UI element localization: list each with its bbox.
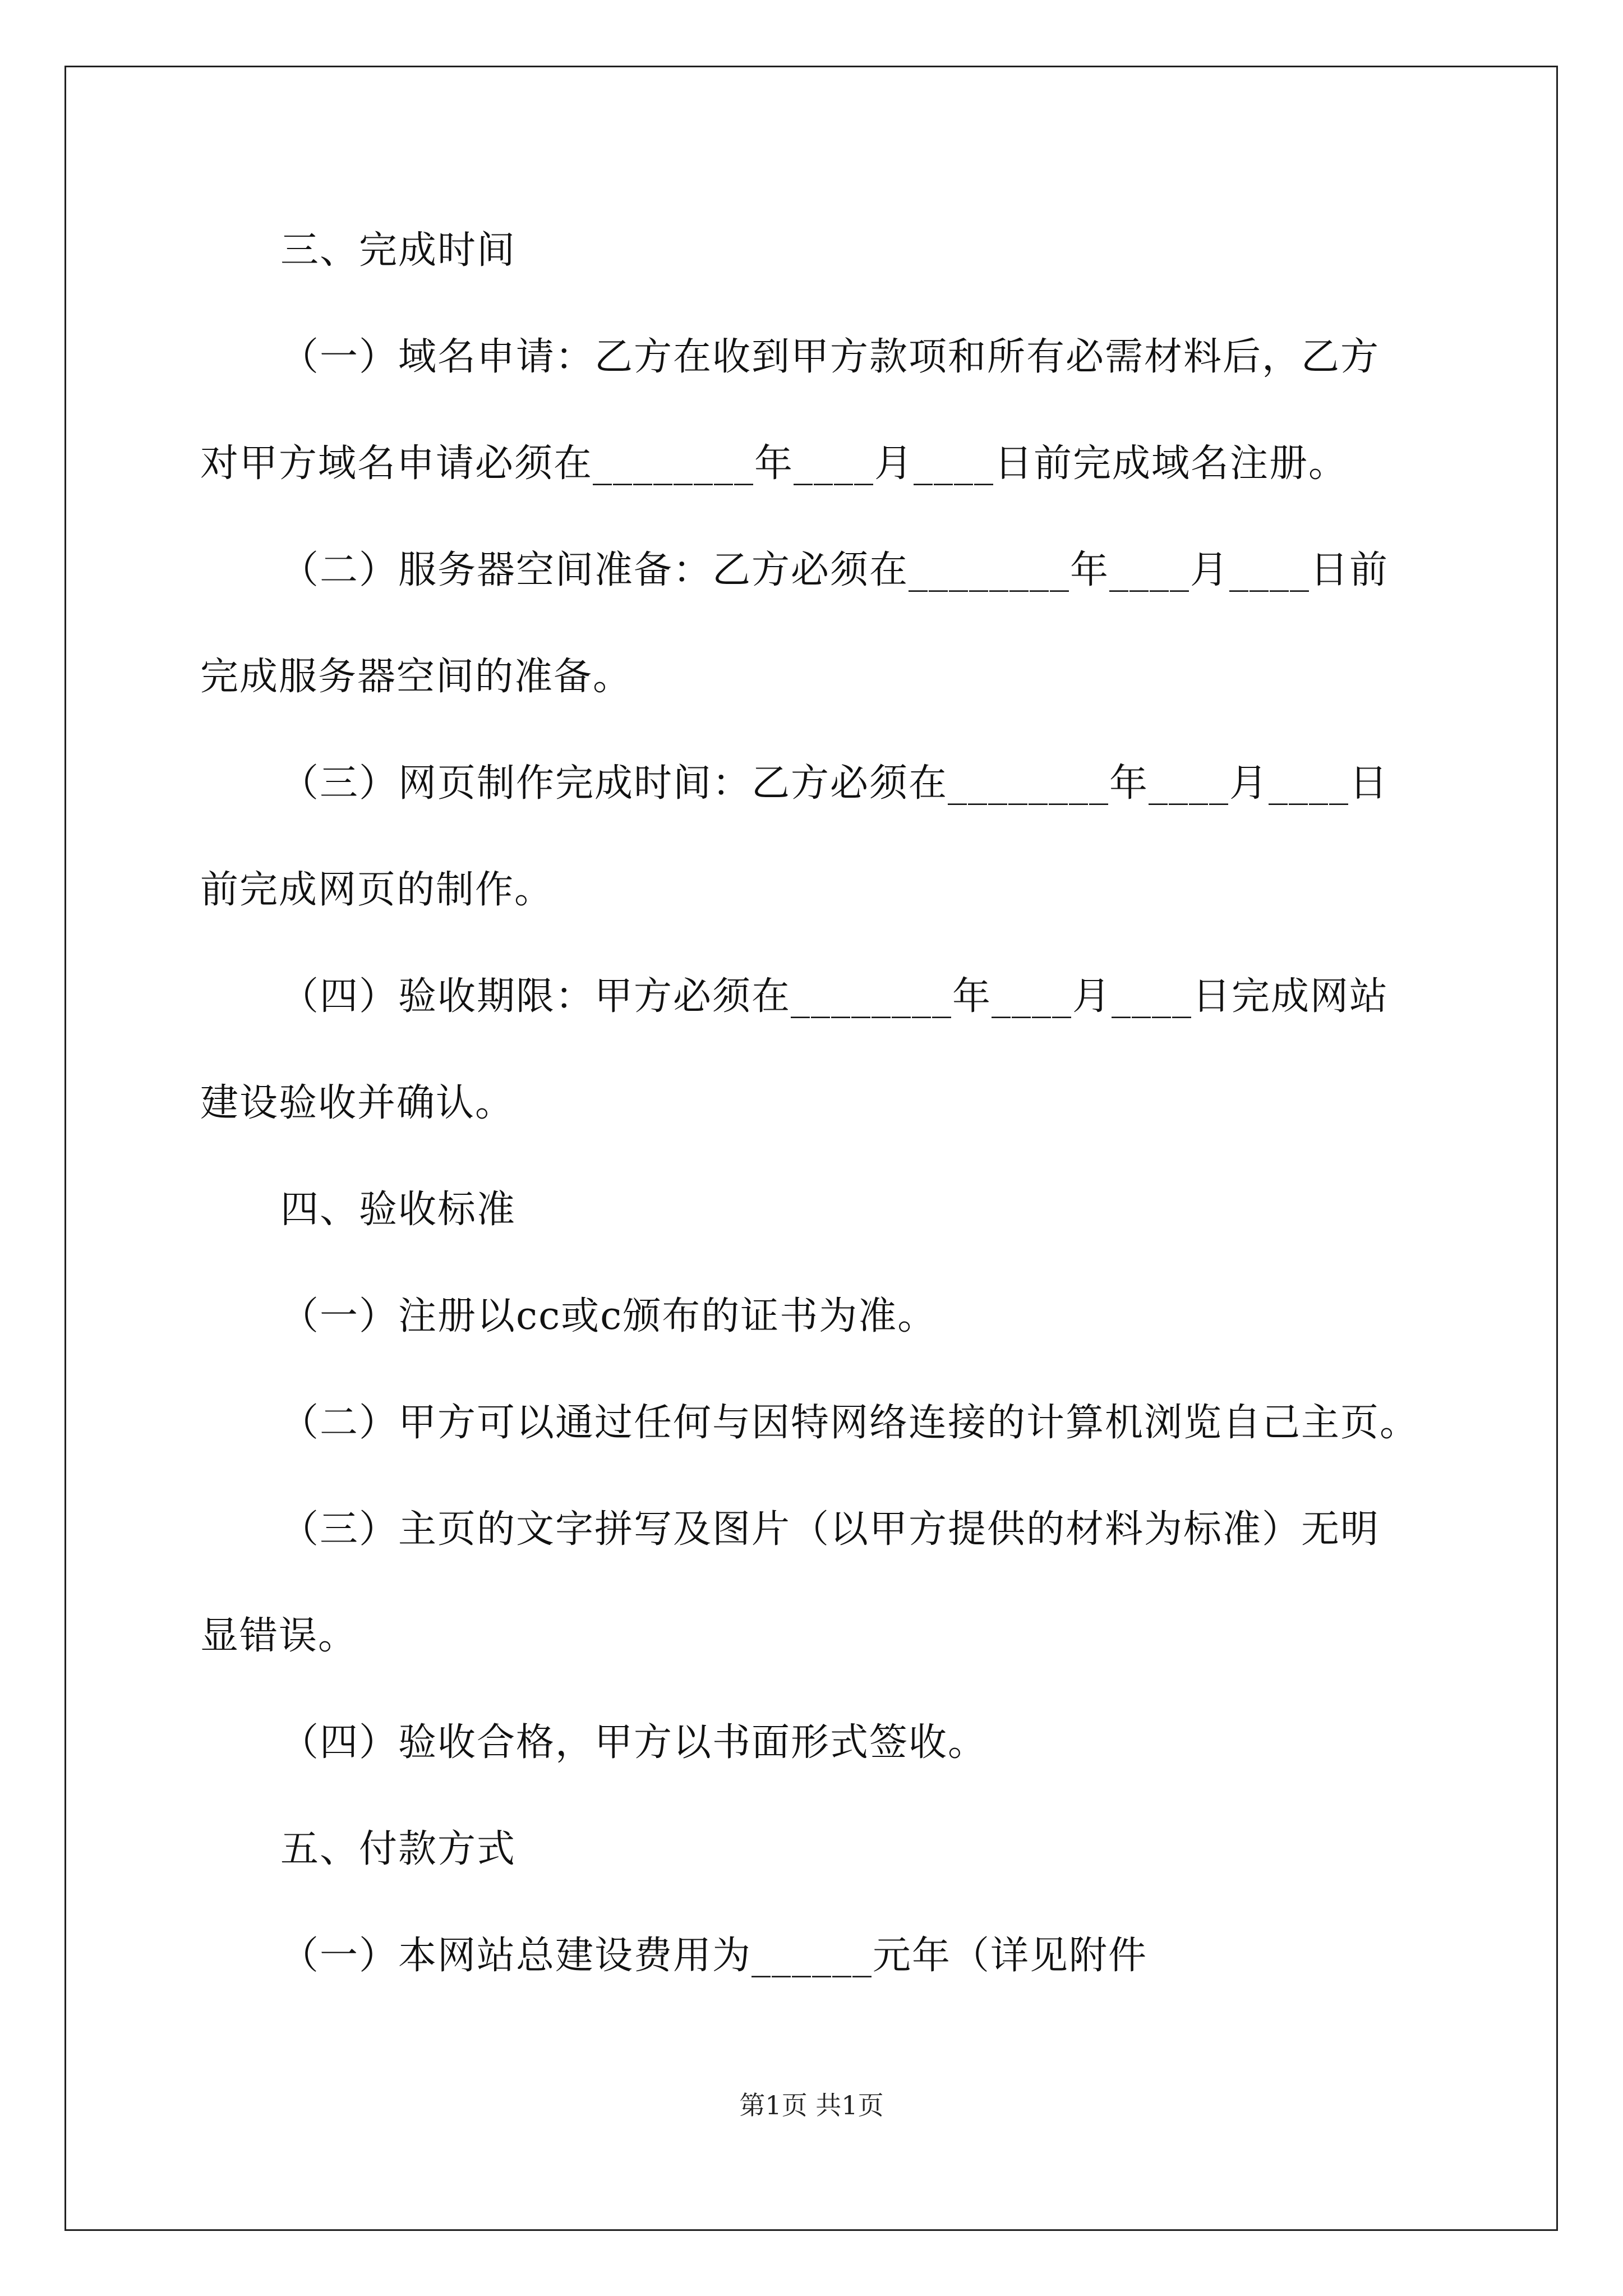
paragraph-line: 完成服务器空间的准备。 — [200, 655, 633, 699]
paragraph-line: （三）网页制作完成时间：乙方必须在________年____月____日 — [280, 761, 1389, 806]
paragraph-line: （二）甲方可以通过任何与因特网络连接的计算机浏览自己主页。 — [280, 1401, 1419, 1445]
paragraph-line: （四）验收期限：甲方必须在________年____月____日完成网站 — [280, 974, 1389, 1019]
section-heading-payment-method: 五、付款方式 — [280, 1827, 517, 1871]
page-border — [64, 66, 1558, 2231]
paragraph-line: 建设验收并确认。 — [200, 1081, 515, 1125]
section-heading-acceptance-criteria: 四、验收标准 — [280, 1188, 517, 1232]
paragraph-line: 对甲方域名申请必须在________年____月____日前完成域名注册。 — [200, 441, 1348, 486]
paragraph-line: 前完成网页的制作。 — [200, 868, 554, 912]
page-number-footer: 第1页 共1页 — [739, 2090, 884, 2120]
paragraph-line: （二）服务器空间准备：乙方必须在________年____月____日前 — [280, 548, 1389, 592]
section-heading-completion-time: 三、完成时间 — [280, 228, 517, 273]
paragraph-line: （一）域名申请：乙方在收到甲方款项和所有必需材料后，乙方 — [280, 335, 1380, 379]
paragraph-line: （三）主页的文字拼写及图片（以甲方提供的材料为标准）无明 — [280, 1507, 1380, 1552]
paragraph-line: （一）本网站总建设费用为______元年（详见附件 — [280, 1934, 1148, 1978]
paragraph-line: （一）注册以cc或c颁布的证书为准。 — [280, 1294, 937, 1338]
paragraph-line: 显错误。 — [200, 1614, 358, 1658]
paragraph-line: （四）验收合格，甲方以书面形式签收。 — [280, 1720, 988, 1765]
